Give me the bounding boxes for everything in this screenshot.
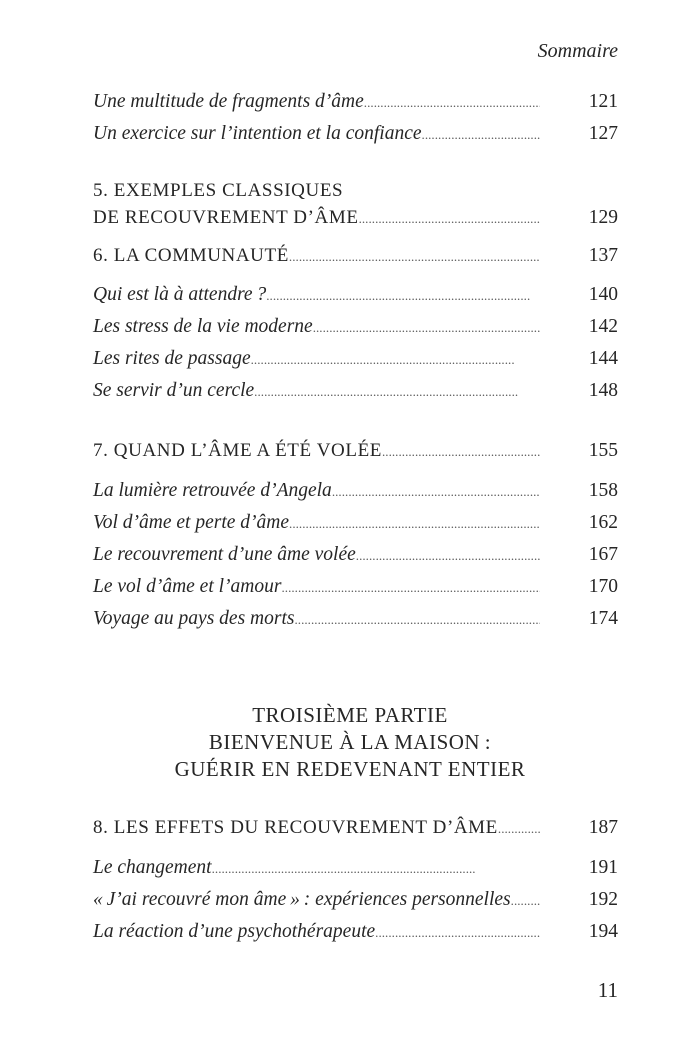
toc-entry[interactable] bbox=[93, 855, 618, 881]
toc-entry[interactable] bbox=[93, 121, 618, 147]
toc-entry-title: Le changement bbox=[93, 857, 212, 878]
dot-leader bbox=[289, 511, 540, 537]
toc-entry-page: 162 bbox=[588, 512, 618, 533]
toc-entry-page: 187 bbox=[588, 817, 618, 838]
dot-leader bbox=[281, 575, 540, 601]
toc-entry-title: Le recouvrement d’une âme volée bbox=[93, 544, 356, 565]
toc-entry-page: 191 bbox=[588, 857, 618, 878]
toc-entry-page: 194 bbox=[588, 921, 618, 942]
part-heading-line: BIENVENUE À LA MAISON : bbox=[208, 730, 492, 754]
toc-chapter-entry[interactable] bbox=[93, 815, 618, 841]
toc-entry[interactable] bbox=[93, 89, 618, 115]
toc-entry-title: DE RECOUVREMENT D’ÂME bbox=[93, 207, 359, 228]
page-number: 11 bbox=[597, 978, 618, 1002]
toc-entry-title: Les rites de passage bbox=[93, 348, 251, 369]
toc-chapter-entry[interactable] bbox=[93, 205, 618, 231]
toc-entry-title: Les stress de la vie moderne bbox=[93, 316, 313, 337]
part-heading-line: GUÉRIR EN REDEVENANT ENTIER bbox=[174, 757, 526, 781]
dot-leader bbox=[313, 315, 540, 341]
toc-entry-title: 8. LES EFFETS DU RECOUVREMENT D’ÂME bbox=[93, 817, 498, 838]
dot-leader bbox=[212, 856, 540, 882]
toc-entry[interactable] bbox=[93, 887, 618, 913]
toc-entry[interactable] bbox=[93, 378, 618, 404]
running-head: Sommaire bbox=[537, 40, 618, 62]
toc-entry-page: 140 bbox=[588, 284, 618, 305]
dot-leader bbox=[498, 816, 540, 842]
toc-entry[interactable] bbox=[93, 919, 618, 945]
toc-entry-title: Un exercice sur l’intention et la confiance bbox=[93, 123, 422, 144]
toc-entry-page: 170 bbox=[588, 576, 618, 597]
dot-leader bbox=[251, 347, 540, 373]
toc-entry-title: 6. LA COMMUNAUTÉ bbox=[93, 245, 289, 266]
toc-entry-title: La lumière retrouvée d’Angela bbox=[93, 480, 332, 501]
toc-entry-title: La réaction d’une psychothérapeute bbox=[93, 921, 376, 942]
toc-entry[interactable] bbox=[93, 574, 618, 600]
toc-entry-title: Une multitude de fragments d’âme bbox=[93, 91, 364, 112]
toc-entry[interactable] bbox=[93, 346, 618, 372]
dot-leader bbox=[356, 543, 540, 569]
toc-entry[interactable] bbox=[93, 606, 618, 632]
dot-leader bbox=[332, 479, 540, 505]
dot-leader bbox=[422, 122, 540, 148]
toc-entry[interactable] bbox=[93, 282, 618, 308]
toc-entry-page: 155 bbox=[588, 440, 618, 461]
toc-entry-title: 7. QUAND L’ÂME A ÉTÉ VOLÉE bbox=[93, 440, 382, 461]
toc-entry-page: 127 bbox=[588, 123, 618, 144]
toc-entry-page: 144 bbox=[588, 348, 618, 369]
toc-entry-title: Le vol d’âme et l’amour bbox=[93, 576, 282, 597]
toc-entry-page: 148 bbox=[588, 380, 618, 401]
dot-leader bbox=[364, 90, 540, 116]
toc-entry-page: 137 bbox=[588, 245, 618, 266]
dot-leader bbox=[289, 244, 540, 270]
toc-entry[interactable] bbox=[93, 542, 618, 568]
toc-chapter-entry[interactable] bbox=[93, 243, 618, 269]
part-heading-line: TROISIÈME PARTIE bbox=[252, 703, 448, 727]
dot-leader bbox=[359, 206, 540, 232]
toc-entry-title: Se servir d’un cercle bbox=[93, 380, 255, 401]
toc-entry-title: Voyage au pays des morts bbox=[93, 608, 295, 629]
toc-entry-page: 142 bbox=[588, 316, 618, 337]
toc-entry-title: Vol d’âme et perte d’âme bbox=[93, 512, 290, 533]
dot-leader bbox=[266, 283, 540, 309]
toc-chapter-entry[interactable] bbox=[93, 438, 618, 464]
toc-entry-title: Qui est là à attendre ? bbox=[93, 284, 267, 305]
toc-entry-page: 129 bbox=[588, 207, 618, 228]
dot-leader bbox=[294, 607, 540, 633]
toc-entry-title: « J’ai recouvré mon âme » : expériences personnelles bbox=[93, 889, 511, 910]
toc-entry-page: 174 bbox=[588, 608, 618, 629]
toc-entry-page: 121 bbox=[588, 91, 618, 112]
toc-entry-page: 158 bbox=[588, 480, 618, 501]
toc-entry-page: 192 bbox=[588, 889, 618, 910]
dot-leader bbox=[254, 379, 540, 405]
toc-entry-page: 167 bbox=[588, 544, 618, 565]
toc-entry[interactable] bbox=[93, 314, 618, 340]
dot-leader bbox=[375, 920, 540, 946]
dot-leader bbox=[511, 888, 540, 914]
toc-entry[interactable] bbox=[93, 510, 618, 536]
toc-entry[interactable] bbox=[93, 478, 618, 504]
dot-leader bbox=[382, 439, 540, 465]
chapter-title-line: 5. EXEMPLES CLASSIQUES bbox=[93, 180, 344, 201]
